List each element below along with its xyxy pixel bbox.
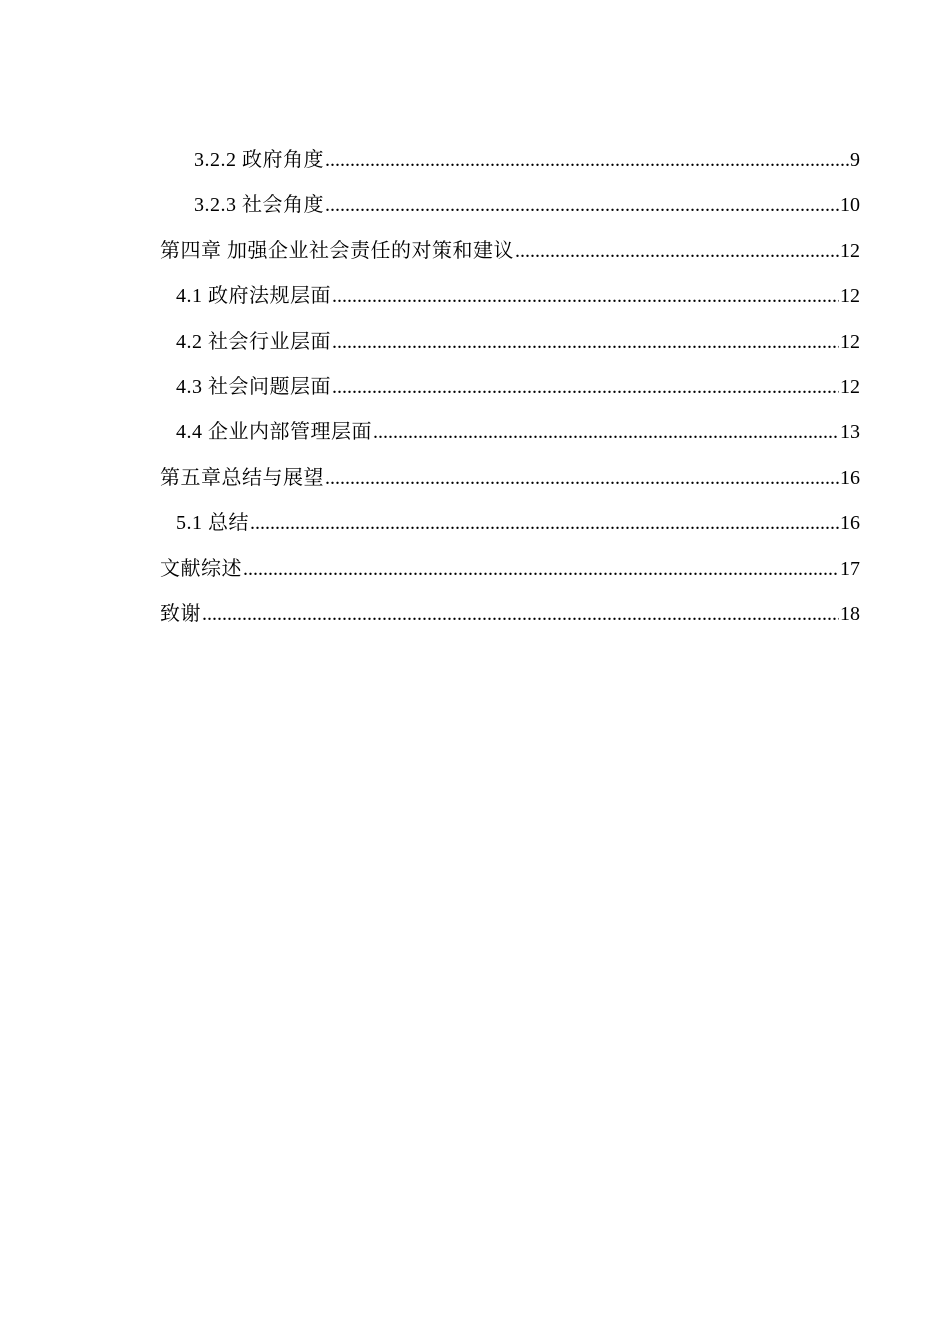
toc-entry-title: 第五章总结与展望 xyxy=(160,466,324,489)
toc-page-number: 16 xyxy=(840,466,860,489)
toc-entry-4-3[interactable] xyxy=(160,370,860,415)
toc-entry-title: 4.3 社会问题层面 xyxy=(176,375,331,398)
toc-page-number: 16 xyxy=(840,512,860,535)
table-of-contents xyxy=(160,143,860,642)
toc-entry-title: 第四章 加强企业社会责任的对策和建议 xyxy=(160,239,514,262)
toc-entry-title: 4.2 社会行业层面 xyxy=(176,330,331,353)
toc-entry-chapter-5[interactable] xyxy=(160,461,860,506)
toc-entry-title: 3.2.3 社会角度 xyxy=(194,194,324,217)
toc-dot-leader xyxy=(332,325,839,359)
toc-entry-title: 4.1 政府法规层面 xyxy=(176,285,331,308)
toc-entry-title: 文献综述 xyxy=(160,557,242,580)
toc-dot-leader xyxy=(325,188,839,222)
toc-entry-3-2-3[interactable] xyxy=(160,188,860,233)
toc-entry-3-2-2[interactable] xyxy=(160,143,860,188)
toc-entry-5-1[interactable] xyxy=(160,506,860,551)
toc-dot-leader xyxy=(325,461,839,495)
toc-page-number: 12 xyxy=(840,285,860,308)
toc-dot-leader xyxy=(325,143,849,177)
toc-page-number: 12 xyxy=(840,239,860,262)
toc-dot-leader xyxy=(373,415,839,449)
toc-dot-leader xyxy=(202,597,839,631)
toc-entry-chapter-4[interactable] xyxy=(160,234,860,279)
toc-dot-leader xyxy=(243,552,839,586)
toc-page-number: 17 xyxy=(840,557,860,580)
toc-dot-leader xyxy=(332,279,839,313)
toc-entry-4-2[interactable] xyxy=(160,325,860,370)
toc-entry-literature-review[interactable] xyxy=(160,552,860,597)
toc-page-number: 9 xyxy=(850,149,860,171)
toc-dot-leader xyxy=(250,506,839,540)
toc-dot-leader xyxy=(515,234,839,268)
toc-page-number: 12 xyxy=(840,375,860,398)
toc-page-number: 13 xyxy=(840,421,860,444)
toc-page-number: 10 xyxy=(840,194,860,217)
toc-page-number: 18 xyxy=(840,602,860,625)
toc-page-number: 12 xyxy=(840,330,860,353)
toc-entry-acknowledgements[interactable] xyxy=(160,597,860,642)
toc-entry-title: 5.1 总结 xyxy=(176,512,249,535)
toc-dot-leader xyxy=(332,370,839,404)
toc-entry-4-4[interactable] xyxy=(160,415,860,460)
toc-entry-title: 4.4 企业内部管理层面 xyxy=(176,421,372,444)
toc-entry-title: 3.2.2 政府角度 xyxy=(194,149,324,171)
toc-entry-title: 致谢 xyxy=(160,602,201,625)
toc-entry-4-1[interactable] xyxy=(160,279,860,324)
